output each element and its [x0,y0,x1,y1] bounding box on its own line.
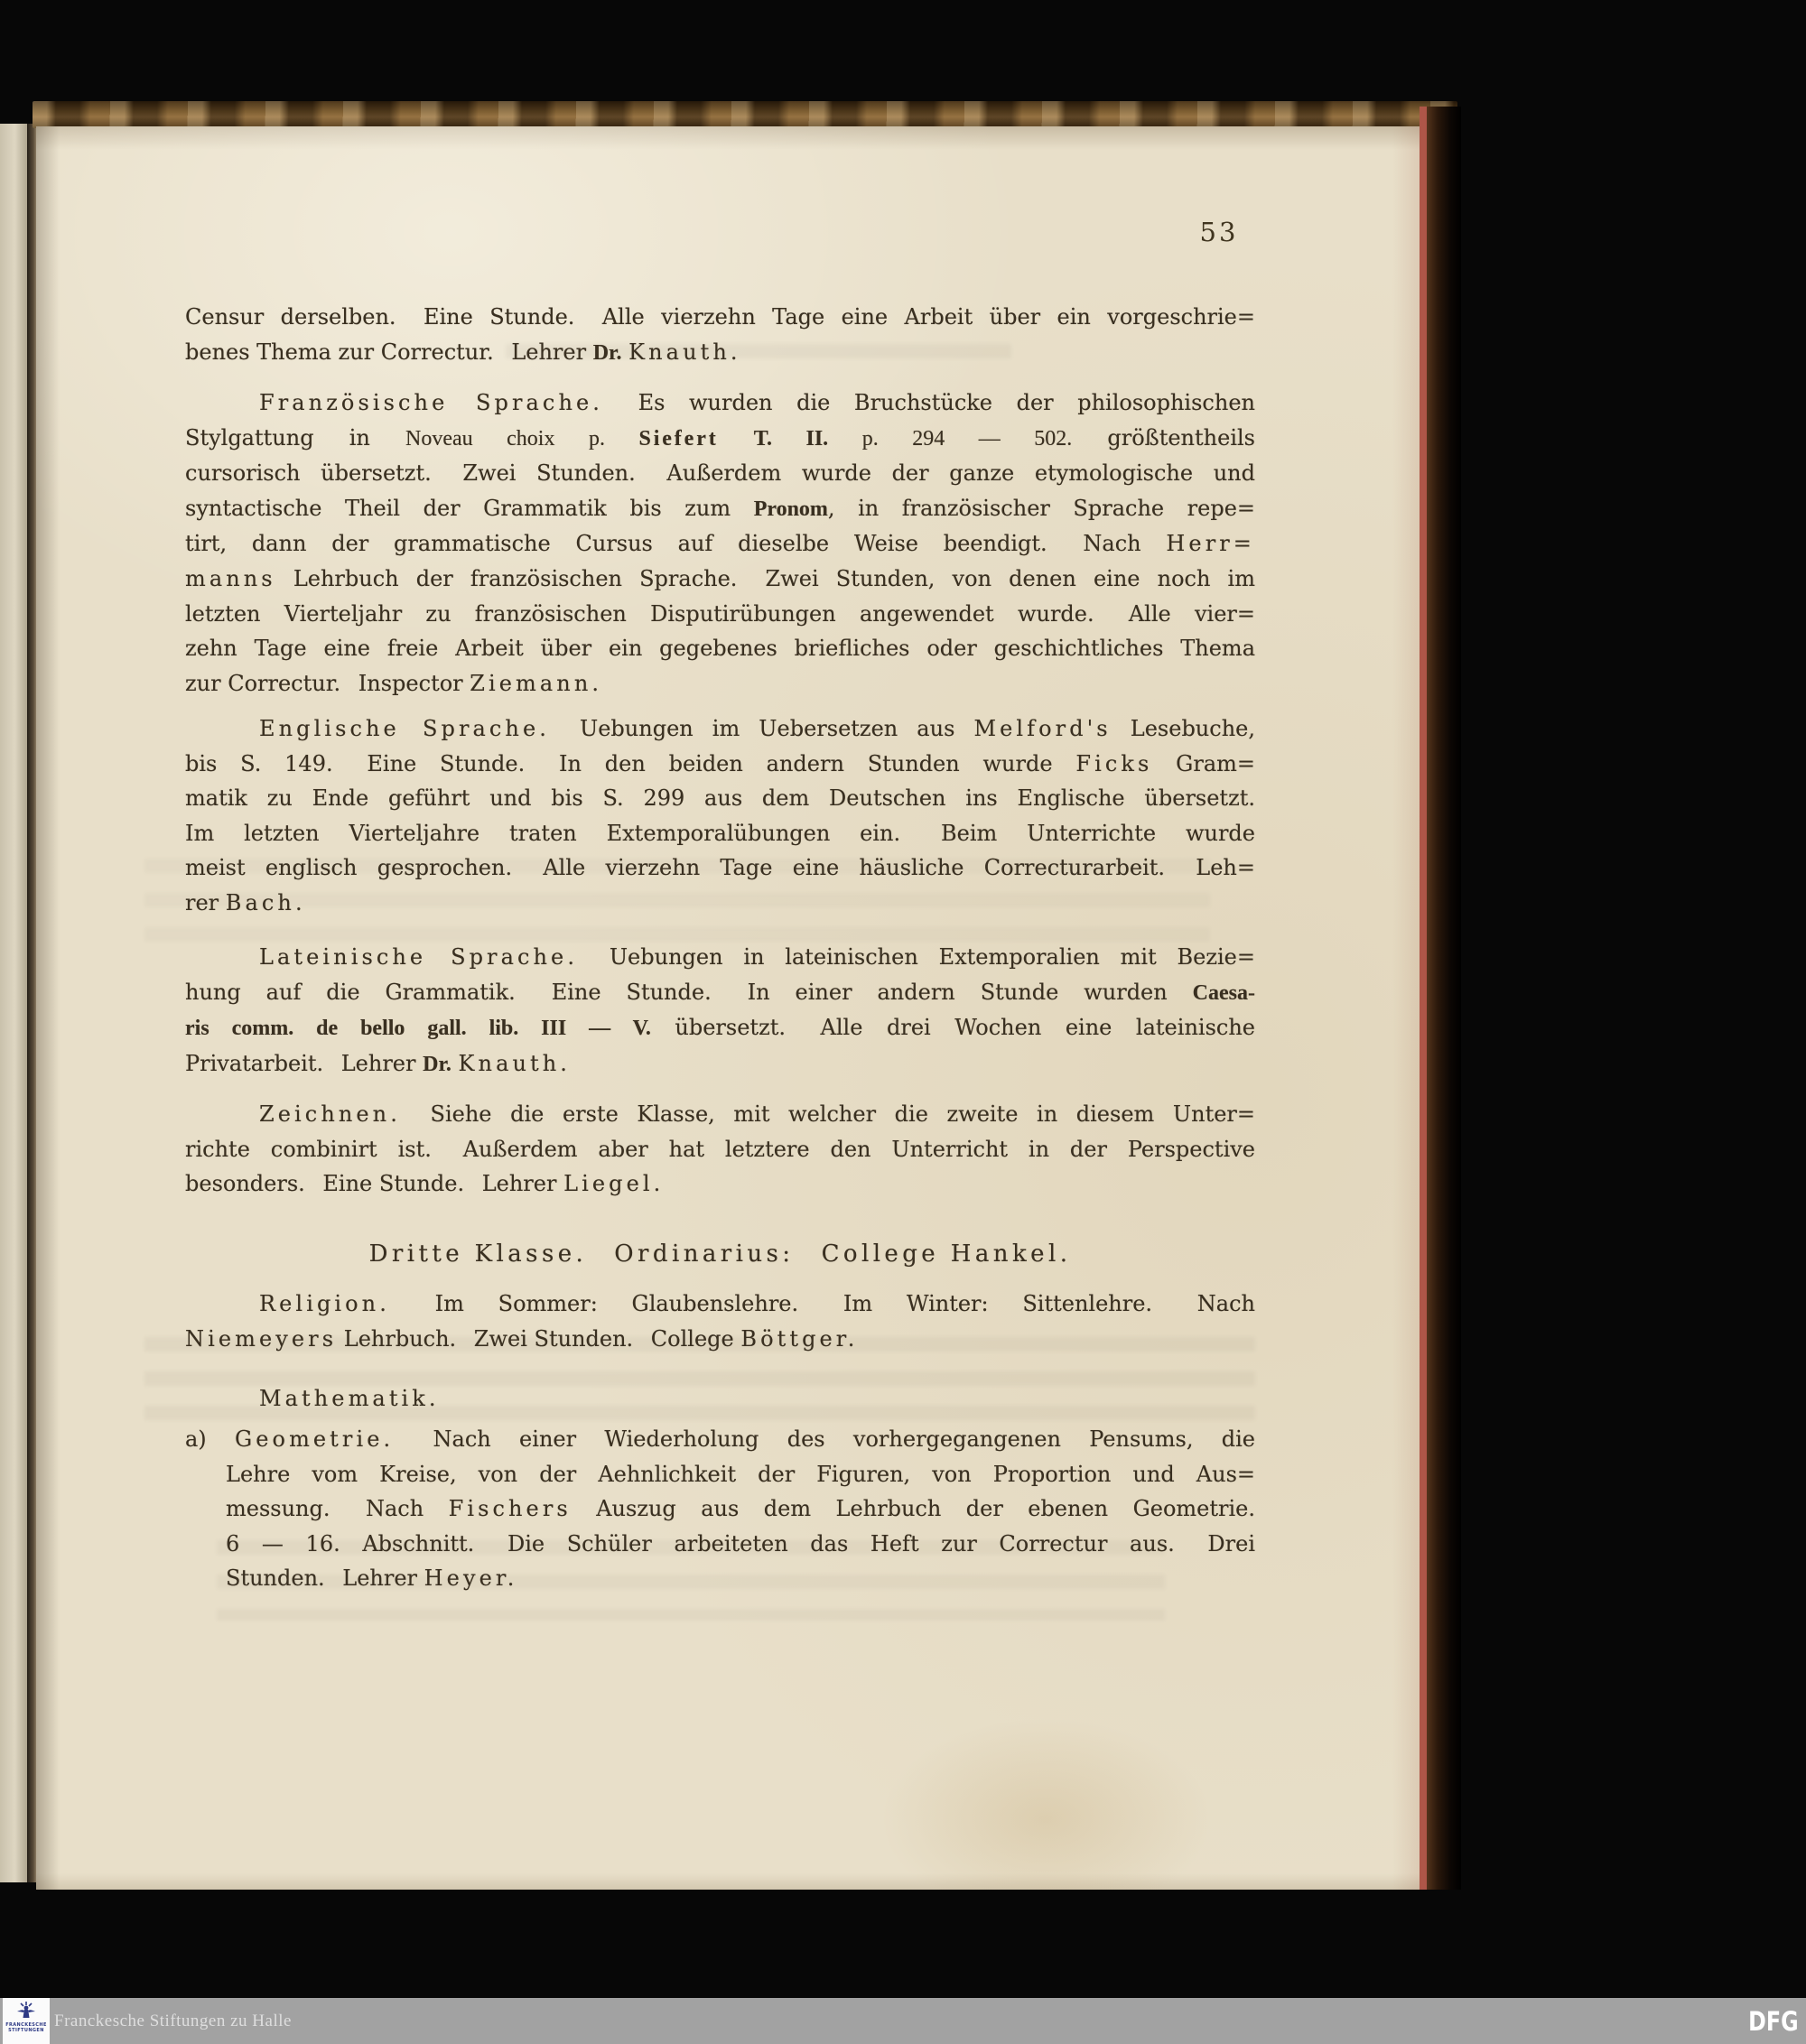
text-segment: größtentheils [1072,424,1255,451]
book-left-page-edge [0,124,27,1882]
text-segment: Bach. [225,889,306,915]
text-line [185,816,1255,851]
text-line [185,1097,1255,1132]
text-line [185,1132,1255,1167]
text-segment: Im Sommer: Glaubenslehre. Im Winter: Sittenlehre. Nach [389,1291,1255,1316]
text-segment: Im letzten Vierteljahre traten Extemporalübungen ein. Beim Unterrichte wurde [185,820,1255,846]
book-page [36,126,1420,1890]
text-segment: 6 — 16. Abschnitt. Die Schüler arbeiteten das Heft zur Correctur aus. Drei [226,1530,1255,1556]
text-segment: Stylgattung in [185,424,405,451]
text-segment: Geometrie. [235,1426,395,1452]
text-segment: Liegel. [563,1171,665,1197]
text-segment: cursorisch übersetzt. Zwei Stunden. Außerdem wurde der ganze etymologische und [185,460,1255,487]
text-segment: Mathematik. [259,1386,440,1411]
text-line [185,491,1255,527]
text-line [185,1046,1255,1082]
text-segment: besonders. Eine Stunde. Lehrer [185,1171,564,1197]
text-segment: Zeichnen. [259,1101,401,1127]
book-top-edge [33,101,1457,128]
text-segment: Es wurden die Bruchstücke der philosophischen [602,390,1255,415]
verso-show-through [144,1327,1255,1435]
text-segment: Dritte Klasse. Ordinarius: College Hankel. [368,1240,1072,1268]
paragraph-d [185,940,1255,1082]
text-segment: syntactische Theil der Grammatik bis zum [185,495,754,521]
text-segment: Auszug aus dem Lehrbuch der ebenen Geometrie. [571,1496,1255,1522]
text-line [185,1457,1255,1492]
text-segment: Lehrbuch. Zwei Stunden. College [337,1325,741,1352]
verso-show-through [506,334,1011,374]
text-segment: übersetzt. Alle drei Wochen eine lateinische [650,1015,1255,1041]
text-segment: Privatarbeit. Lehrer [185,1050,424,1076]
text-segment: benes Thema zur Correctur. Lehrer [185,339,593,365]
text-segment: Lehrbuch der französischen Sprache. Zwei Stunden, von denen eine noch im [275,565,1255,591]
franckesche-stiftungen-logo [3,1998,50,2044]
francke-emblem-icon [14,2001,38,2019]
verso-show-through [217,1530,1165,1621]
text-segment: Pronom [753,497,828,521]
dfg-logo: DFG [1748,2006,1799,2037]
text-segment: Französische Sprache. [259,390,603,415]
text-segment: hung auf die Grammatik. Eine Stunde. In einer andern Stunde wurden [185,979,1193,1005]
paragraph-e [185,1097,1255,1202]
text-segment: rer [185,889,226,915]
text-segment: Siefert [638,426,719,451]
text-line [185,1237,1255,1272]
text-segment: Lateinische Sprache. [259,944,579,970]
text-segment [452,1051,459,1076]
text-line [185,747,1255,782]
text-segment: letzten Vierteljahr zu französischen Disputirübungen angewendet wurde. Alle vier= [185,600,1255,627]
text-segment: tirt, dann der grammatische Cursus auf dieselbe Weise beendigt. Nach [185,531,1167,557]
paragraph-hd [185,1237,1255,1272]
text-line [185,597,1255,632]
text-segment: richte combinirt ist. Außerdem aber hat letztere den Unterricht in der Perspective [185,1136,1255,1162]
text-segment: Noveau choix p. [405,426,639,451]
text-line [185,1010,1255,1046]
text-segment: Herr= [1166,531,1255,557]
branding-bar [0,1998,1806,2044]
text-segment: , in französischer Sprache repe= [827,495,1256,521]
text-segment: T. II. [753,426,829,451]
text-segment: a) [185,1426,235,1452]
text-segment: Niemeyers [185,1325,338,1352]
text-segment: Englische Sprache. [259,716,550,741]
text-line [185,1166,1255,1202]
text-line [185,300,1255,335]
logo-caption-line2: STIFTUNGEN [8,2027,44,2033]
text-segment: Siehe die erste Klasse, mit welcher die zweite in diesem Unter= [400,1101,1255,1127]
text-line [185,666,1255,701]
text-segment: Dr. [423,1052,452,1076]
text-segment: meist englisch gesprochen. Alle vierzehn Tage eine häusliche Correcturarbeit. Leh= [185,855,1255,881]
paragraph-b [185,386,1255,701]
text-line [185,562,1255,597]
text-line [185,1491,1255,1527]
text-line [185,421,1255,457]
text-segment: Caesa- [1192,980,1255,1005]
text-line [185,456,1255,491]
text-segment: Censur derselben. Eine Stunde. Alle vierzehn Tage eine Arbeit über ein vorgeschrie= [185,304,1255,330]
text-line [185,975,1255,1011]
text-segment: p. 294 — 502. [828,426,1073,451]
text-segment: Gram= [1152,750,1256,776]
text-line [185,1287,1255,1322]
verso-show-through [144,849,1210,948]
text-segment: Uebungen in lateinischen Extemporalien mit Bezie= [578,944,1255,970]
text-segment: Ficks [1075,750,1153,776]
text-segment: bis S. 149. Eine Stunde. In den beiden andern Stunden wurde [185,750,1076,776]
text-segment: Heyer. [424,1566,518,1592]
text-segment: Knauth. [628,339,741,365]
text-line [185,526,1255,562]
text-segment: Nach einer Wiederholung des vorhergegangenen Pensums, die [394,1426,1255,1452]
text-segment: zehn Tage eine freie Arbeit über ein gegebenes briefliches oder geschichtliches Thema [185,636,1255,662]
text-line [185,631,1255,666]
text-segment: zur Correctur. Inspector [185,670,470,696]
text-segment: Ziemann. [470,670,603,696]
text-segment [719,425,754,451]
text-segment: Fischers [448,1496,572,1522]
page-number: 53 [1199,217,1239,247]
text-segment: Melford's [973,716,1112,741]
text-segment: Knauth. [458,1050,571,1076]
text-segment: messung. Nach [226,1496,449,1522]
logo-caption-line1: FRANCKESCHE [5,2022,47,2028]
logo-caption [3,2023,50,2033]
text-segment: Religion. [259,1291,390,1316]
text-segment: Lehre vom Kreise, von der Aehnlichkeit der Figuren, von Proportion und Aus= [226,1461,1255,1487]
text-segment: Böttger. [740,1325,859,1352]
text-segment: manns [185,565,276,591]
binding-crease [27,124,36,1882]
text-segment: Lesebuche, [1111,716,1255,741]
book-fore-edge [1420,107,1461,1890]
text-segment: Uebungen im Uebersetzen aus [549,716,974,741]
text-segment: Dr. [592,340,622,365]
text-line [185,781,1255,816]
text-line [185,386,1255,421]
text-line [185,711,1255,747]
text-segment: matik zu Ende geführt und bis S. 299 aus dem Deutschen ins Englische übersetzt. [185,785,1255,812]
text-segment: ris comm. de bello gall. lib. III — V. [185,1017,651,1041]
institution-name: Franckesche Stiftungen zu Halle [54,2011,292,2030]
text-segment: Stunden. Lehrer [226,1566,424,1592]
